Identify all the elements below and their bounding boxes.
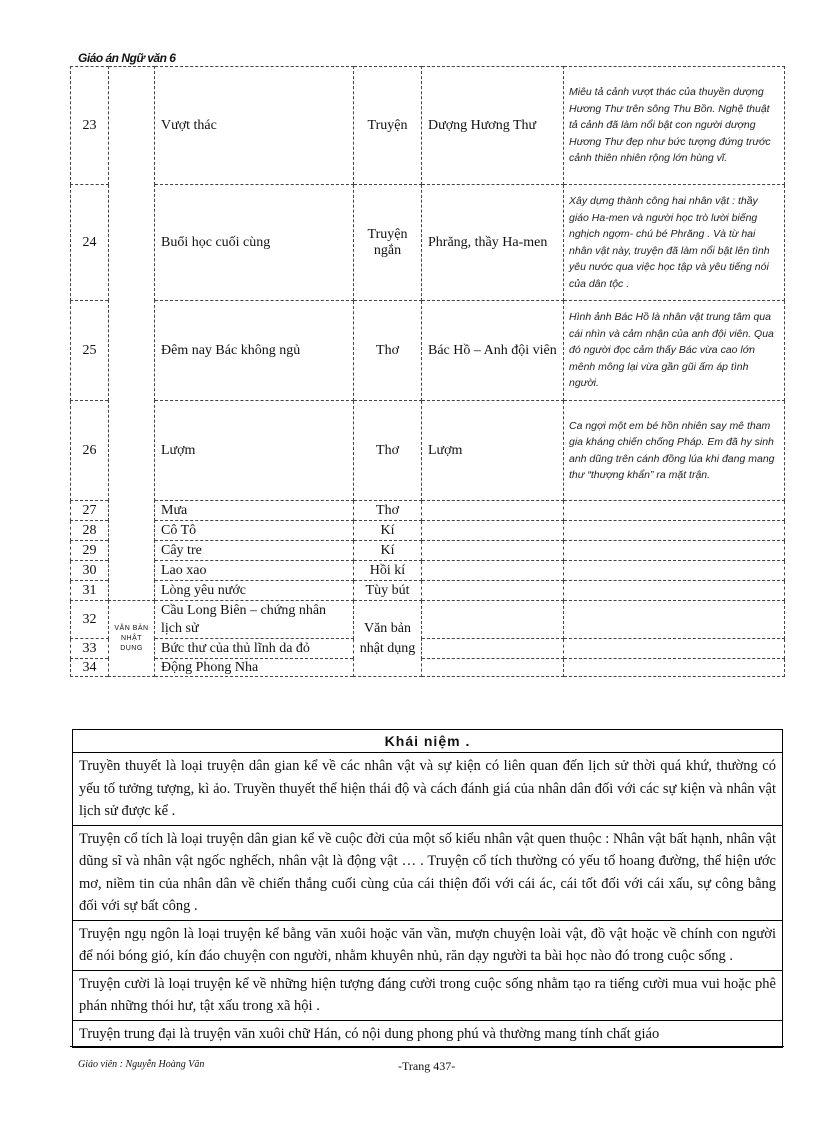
- work-title: Vượt thác: [155, 67, 354, 185]
- work-title: Lòng yêu nước: [155, 581, 354, 601]
- work-characters: [422, 561, 564, 581]
- work-genre: Thơ: [354, 401, 422, 501]
- work-number: 28: [71, 521, 109, 541]
- table-row: [71, 501, 785, 521]
- work-characters: [422, 601, 564, 639]
- concepts-table: [72, 729, 783, 1048]
- table-row: [71, 301, 785, 401]
- work-title: Cô Tô: [155, 521, 354, 541]
- work-characters: [422, 659, 564, 677]
- work-number: 31: [71, 581, 109, 601]
- page-header: Giáo án Ngữ văn 6: [78, 51, 176, 65]
- work-title: Lượm: [155, 401, 354, 501]
- work-number: 26: [71, 401, 109, 501]
- work-description: [564, 561, 785, 581]
- work-characters: [422, 541, 564, 561]
- work-number: 30: [71, 561, 109, 581]
- work-description: [564, 581, 785, 601]
- work-number: 33: [71, 639, 109, 659]
- work-number: 27: [71, 501, 109, 521]
- concept-item: Truyện trung đại là truyện văn xuôi chữ Hán, có nội dung phong phú và thường mang tính chất giáo: [73, 1020, 783, 1048]
- work-number: 32: [71, 601, 109, 639]
- work-description: [564, 521, 785, 541]
- table-row: [71, 659, 785, 677]
- work-title: Mưa: [155, 501, 354, 521]
- work-genre: Kí: [354, 541, 422, 561]
- work-characters: Phrăng, thầy Ha-men: [422, 185, 564, 301]
- concept-item: Truyện cổ tích là loại truyện dân gian kể về cuộc đời của một số kiểu nhân vật quen thuộc : Nhân vật bất hạnh, nhân vật dũng sĩ và nhân vật ngốc nghếch, nhân vật là động vật … . Truyện cổ tích thường có yếu tố hoang đường, thể hiện ước mơ, niềm tin của nhân dân về chiến thắng cuối cùng của cái thiện đối với cái ác, cái tốt đối với cái xấu, sự công bằng đối với sự bất công .: [73, 825, 783, 920]
- table-row: [71, 581, 785, 601]
- work-title: Đêm nay Bác không ngủ: [155, 301, 354, 401]
- work-title: Động Phong Nha: [155, 659, 354, 677]
- table-row: [71, 541, 785, 561]
- work-description: [564, 639, 785, 659]
- table-row: [71, 561, 785, 581]
- footer-teacher: Giáo viên : Nguyễn Hoàng Văn: [78, 1059, 205, 1070]
- work-description: Hình ảnh Bác Hồ là nhân vật trung tâm qua cái nhìn và cảm nhận của anh đội viên. Qua đó người đọc cảm thấy Bác vừa cao lớn mênh mông lại vừa gần gũi ấm áp tình người.: [564, 301, 785, 401]
- page-number: -Trang 437-: [398, 1059, 456, 1073]
- work-title: Cầu Long Biên – chứng nhân lịch sử: [155, 601, 354, 639]
- work-title: Buổi học cuối cùng: [155, 185, 354, 301]
- work-characters: [422, 639, 564, 659]
- work-description: [564, 601, 785, 639]
- work-number: 24: [71, 185, 109, 301]
- work-genre: Thơ: [354, 501, 422, 521]
- work-number: 25: [71, 301, 109, 401]
- work-genre: Văn bản nhật dụng: [354, 601, 422, 677]
- work-genre: Kí: [354, 521, 422, 541]
- work-characters: Dượng Hương Thư: [422, 67, 564, 185]
- group-cell: [109, 67, 155, 601]
- work-title: Cây tre: [155, 541, 354, 561]
- work-description: Miêu tả cảnh vượt thác của thuyền dượng Hương Thư trên sông Thu Bồn. Nghệ thuật tả cảnh đã làm nổi bật con người dượng Hương Thư đẹp như bức tượng đứng trước cảnh thiên nhiên rộng lớn hùng vĩ.: [564, 67, 785, 185]
- literature-table: [70, 66, 785, 677]
- work-characters: [422, 521, 564, 541]
- work-description: Xây dựng thành công hai nhân vật : thầy giáo Ha-men và người học trò lười biếng nghịch ngợm- chú bé Phrăng . Và từ hai nhân vật này, truyện đã làm nổi bật lên tình yêu nước qua việc học tập và yêu tiếng nói của dân tộc .: [564, 185, 785, 301]
- work-characters: Lượm: [422, 401, 564, 501]
- work-characters: Bác Hồ – Anh đội viên: [422, 301, 564, 401]
- work-description: [564, 541, 785, 561]
- table-row: [71, 521, 785, 541]
- work-number: 34: [71, 659, 109, 677]
- table-row: [71, 639, 785, 659]
- concept-item: Truyền thuyết là loại truyện dân gian kể về các nhân vật và sự kiện có liên quan đến lịch sử thời quá khứ, thường có yếu tố tưởng tượng, kì ảo. Truyền thuyết thể hiện thái độ và cách đánh giá của nhân dân đối với các sự kiện và nhân vật lịch sử được kể .: [73, 753, 783, 826]
- work-number: 23: [71, 67, 109, 185]
- work-characters: [422, 501, 564, 521]
- work-genre: Hồi kí: [354, 561, 422, 581]
- table-row: [71, 67, 785, 185]
- concept-item: Truyện cười là loại truyện kể về những hiện tượng đáng cười trong cuộc sống nhằm tạo ra tiếng cười mua vui hoặc phê phán những thói hư, tật xấu trong xã hội .: [73, 970, 783, 1020]
- work-description: [564, 659, 785, 677]
- table-row: [71, 601, 785, 639]
- footer-divider: [70, 1046, 784, 1047]
- work-description: [564, 501, 785, 521]
- work-genre: Truyện: [354, 67, 422, 185]
- work-genre: Thơ: [354, 301, 422, 401]
- group-label: VĂN BẢN NHẬT DỤNG: [109, 601, 155, 677]
- work-genre: Truyện ngắn: [354, 185, 422, 301]
- table-row: [71, 401, 785, 501]
- work-description: Ca ngợi một em bé hồn nhiên say mê tham gia kháng chiến chống Pháp. Em đã hy sinh anh dũng trên cánh đồng lúa khi đang mang thư “thượng khẩn” ra mặt trận.: [564, 401, 785, 501]
- concepts-heading: Khái niệm .: [73, 730, 783, 753]
- work-title: Lao xao: [155, 561, 354, 581]
- table-row: [71, 185, 785, 301]
- work-number: 29: [71, 541, 109, 561]
- work-characters: [422, 581, 564, 601]
- concept-item: Truyện ngụ ngôn là loại truyện kể bằng văn xuôi hoặc văn vần, mượn chuyện loài vật, đồ vật hoặc về chính con người để nói bóng gió, kín đáo chuyện con người, nhằm khuyên nhủ, răn dạy người ta bài học nào đó trong cuộc sống .: [73, 920, 783, 970]
- work-genre: Tùy bút: [354, 581, 422, 601]
- work-title: Bức thư của thủ lĩnh da đỏ: [155, 639, 354, 659]
